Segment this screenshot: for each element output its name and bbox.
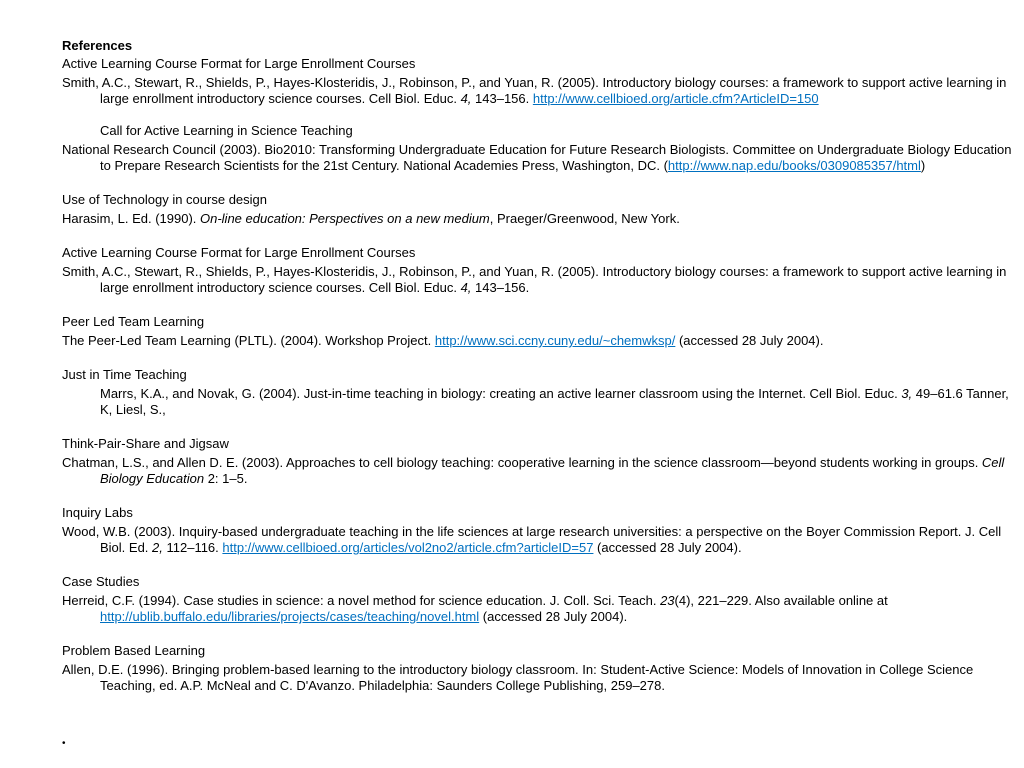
section-title: Case Studies: [62, 574, 140, 589]
section-title: Problem Based Learning: [62, 643, 206, 658]
section-title: Inquiry Labs: [62, 505, 133, 520]
section-title: Active Learning Course Format for Large Enrollment Courses: [62, 245, 416, 260]
section-title: Think-Pair-Share and Jigsaw: [62, 436, 229, 451]
section-title: Call for Active Learning in Science Teaching: [100, 123, 353, 138]
reference-entry: Allen, D.E. (1996). Bringing problem-based learning to the introductory biology classroom. In: Student-Active Science: Models of Innovation in College Science Teaching, ed. A.P. McNeal and C. D'Avanzo. Philadelphia: Saunders College Publishing, 259–278.: [62, 662, 974, 693]
section-active-learning-2: [62, 245, 1017, 296]
references-document: [62, 38, 1017, 694]
reference-entry: Wood, W.B. (2003). Inquiry-based undergraduate teaching in the life sciences at large research universities: a perspective on the Boyer Commission Report. J. Cell Biol. Ed. 2, 112–116. http://www.cellbioed.org/articles/vol2no2/article.cfm?articleID=57 (accessed 28 July 2004).: [62, 524, 1002, 555]
bullet-marker: •: [62, 738, 66, 749]
reference-entry: Herreid, C.F. (1994). Case studies in science: a novel method for science education. J. Coll. Sci. Teach. 23(4), 221–229. Also available online at http://ublib.buffalo.edu/libraries/projects/cases/teaching/novel.html (accessed 28 July 2004).: [62, 593, 888, 624]
section-think-pair-share: [62, 436, 1017, 487]
reference-link[interactable]: http://www.sci.ccny.cuny.edu/~chemwksp/: [434, 333, 676, 348]
reference-entry: Smith, A.C., Stewart, R., Shields, P., Hayes-Klosteridis, J., Robinson, P., and Yuan, R. (2005). Introductory biology courses: a framework to support active learning in large enrollment introductory science courses. Cell Biol. Educ. 4, 143–156.: [62, 264, 1007, 295]
references-heading: References: [62, 38, 133, 53]
section-title: Active Learning Course Format for Large Enrollment Courses: [62, 56, 416, 71]
section-use-of-technology: [62, 192, 1017, 227]
section-call-for-active-learning: [62, 123, 1017, 174]
reference-link[interactable]: http://www.cellbioed.org/articles/vol2no2/article.cfm?articleID=57: [222, 540, 594, 555]
section-peer-led-team-learning: [62, 314, 1017, 349]
section-inquiry-labs: [62, 505, 1017, 556]
section-problem-based-learning: [62, 643, 1017, 694]
section-title: Peer Led Team Learning: [62, 314, 205, 329]
reference-entry: The Peer-Led Team Learning (PLTL). (2004). Workshop Project. http://www.sci.ccny.cuny.edu/~chemwksp/ (accessed 28 July 2004).: [62, 333, 824, 348]
reference-entry: Harasim, L. Ed. (1990). On-line education: Perspectives on a new medium, Praeger/Greenwood, New York.: [62, 211, 680, 226]
section-title: Just in Time Teaching: [62, 367, 187, 382]
reference-entry: National Research Council (2003). Bio2010: Transforming Undergraduate Education for Future Research Biologists. Committee on Undergraduate Biology Education to Prepare Research Scientists for the 21st Century. National Academies Press, Washington, DC. (http://www.nap.edu/books/0309085357/html): [62, 142, 1012, 173]
reference-entry: Smith, A.C., Stewart, R., Shields, P., Hayes-Klosteridis, J., Robinson, P., and Yuan, R. (2005). Introductory biology courses: a framework to support active learning in large enrollment introductory science courses. Cell Biol. Educ. 4, 143–156. http://www.cellbioed.org/article.cfm?ArticleID=150: [62, 75, 1007, 106]
section-case-studies: [62, 574, 1017, 625]
section-just-in-time-teaching: [62, 367, 1017, 418]
section-title: Use of Technology in course design: [62, 192, 267, 207]
reference-link[interactable]: http://www.nap.edu/books/0309085357/html: [667, 158, 921, 173]
reference-entry: Chatman, L.S., and Allen D. E. (2003). Approaches to cell biology teaching: cooperative learning in the science classroom—beyond students working in groups. Cell Biology Education 2: 1–5.: [62, 455, 1005, 486]
section-active-learning-1: [62, 56, 1017, 107]
reference-entry: Marrs, K.A., and Novak, G. (2004). Just-in-time teaching in biology: creating an active learner classroom using the Internet. Cell Biol. Educ. 3, 49–61.6 Tanner, K, Liesl, S.,: [100, 386, 1009, 417]
reference-link[interactable]: http://www.cellbioed.org/article.cfm?ArticleID=150: [532, 91, 819, 106]
reference-link[interactable]: http://ublib.buffalo.edu/libraries/projects/cases/teaching/novel.html: [100, 609, 480, 624]
